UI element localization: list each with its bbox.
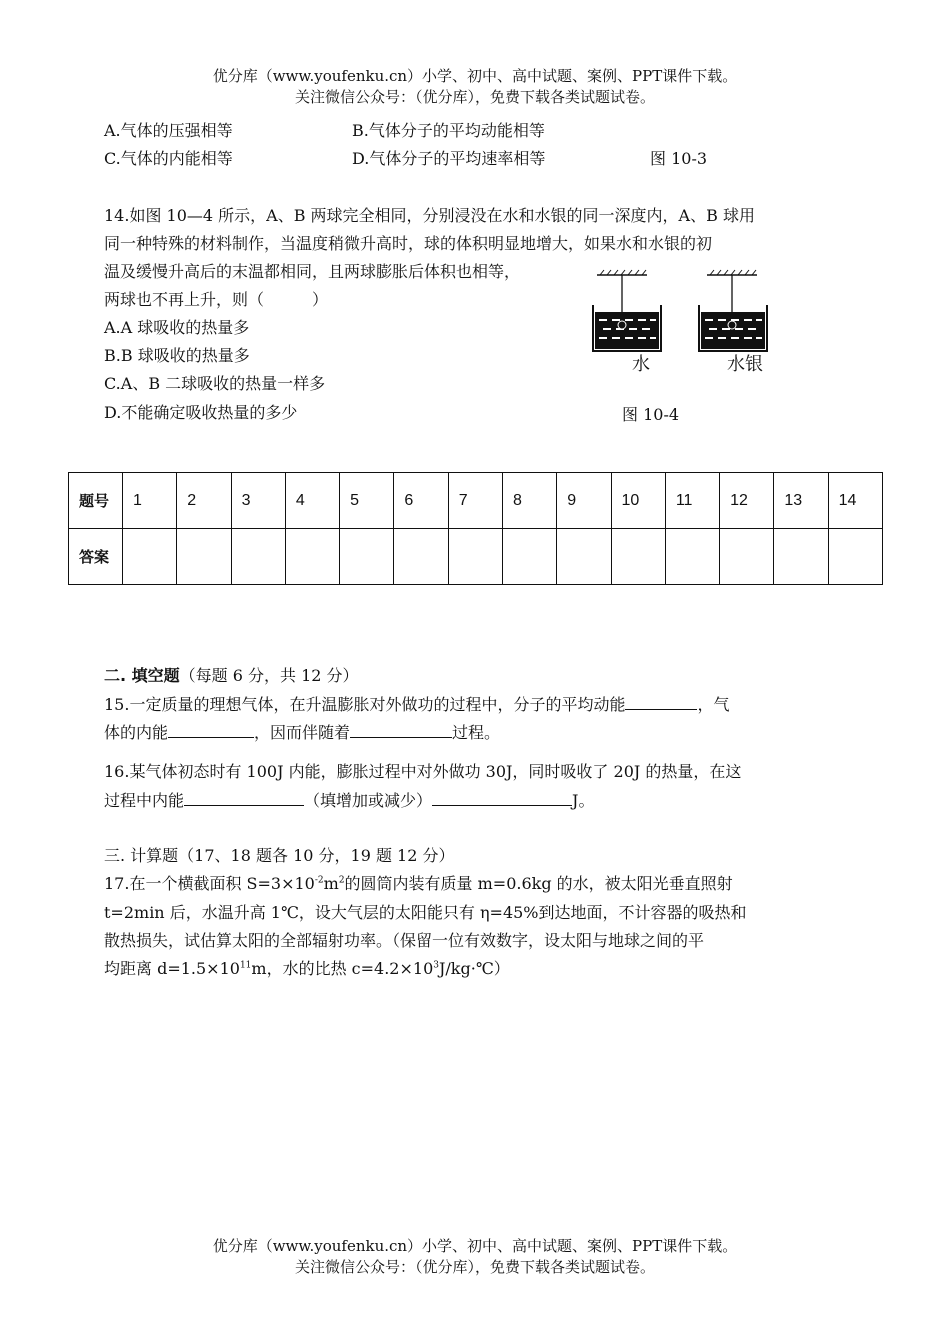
number-cell: 5	[340, 473, 394, 529]
table-row-numbers	[69, 473, 883, 529]
q14-stem-line1: 14.如图 10—4 所示，A、B 两球完全相同，分别浸没在水和水银的同一深度内，A、B 球用	[104, 206, 755, 225]
label-mercury: 水银	[727, 354, 763, 375]
answer-cell[interactable]	[448, 529, 502, 585]
q15-blank-1[interactable]	[625, 691, 697, 710]
number-cell: 13	[774, 473, 828, 529]
number-cell: 11	[665, 473, 719, 529]
q17-line3: 散热损失，试估算太阳的全部辐射功率。（保留一位有效数字，设太阳与地球之间的平	[104, 931, 705, 950]
answer-cell[interactable]	[611, 529, 665, 585]
page-header-line1: 优分库（www.youfenku.cn）小学、初中、高中试题、案例、PPT课件下载。	[212, 67, 738, 85]
answer-cell[interactable]	[557, 529, 611, 585]
page-footer-line2: 关注微信公众号：（优分库），免费下载各类试题试卷。	[294, 1258, 655, 1276]
number-cell: 3	[231, 473, 285, 529]
answer-cell[interactable]	[828, 529, 882, 585]
answer-table	[68, 472, 883, 585]
section2-note: （每题 6 分，共 12 分）	[179, 666, 359, 685]
q14-stem-line2: 同一种特殊的材料制作，当温度稍微升高时，球的体积明显地增大，如果水和水银的初	[104, 234, 713, 253]
q17-line2: t=2min 后，水温升高 1℃，设大气层的太阳能只有 η=45%到达地面，不计容器的吸热和	[104, 903, 747, 922]
number-cell: 1	[123, 473, 177, 529]
table-row-answers	[69, 529, 883, 585]
number-cell: 14	[828, 473, 882, 529]
q16-line2	[104, 787, 594, 814]
q17-exponent-4: 3	[433, 960, 439, 971]
q14-option-d: D.不能确定吸收热量的多少	[104, 403, 298, 422]
q15-line2	[104, 719, 500, 746]
number-cell: 7	[448, 473, 502, 529]
q17-exponent-3: 11	[239, 960, 252, 971]
q16-blank-2[interactable]	[432, 787, 572, 806]
q17-exponent-1: -2	[314, 875, 324, 886]
answer-cell[interactable]	[177, 529, 231, 585]
q15-text-c: 体的内能	[104, 723, 169, 742]
q14-option-b: B.B 球吸收的热量多	[104, 346, 250, 365]
answer-cell[interactable]	[774, 529, 828, 585]
q15-blank-2[interactable]	[168, 719, 254, 738]
q16-text-b: （填增加或减少）	[304, 791, 433, 810]
q15-text-e: 过程。	[452, 723, 501, 742]
q16-blank-1[interactable]	[184, 787, 304, 806]
q17-text-a: 17.在一个横截面积 S=3×10	[104, 874, 315, 893]
q13-option-a: A.气体的压强相等	[104, 121, 233, 140]
q17-line4	[104, 956, 510, 982]
number-cell: 9	[557, 473, 611, 529]
q17-text-d: 均距离 d=1.5×10	[104, 959, 240, 978]
q17-text-f: J/kg·℃）	[438, 959, 510, 978]
q17-text-b: m	[323, 874, 339, 893]
q17-text-e: m，水的比热 c=4.2×10	[251, 959, 434, 978]
row-header-answer: 答案	[69, 529, 123, 585]
q13-figure-caption: 图 10-3	[650, 149, 708, 168]
q14-stem-line3: 温及缓慢升高后的末温都相同，且两球膨胀后体积也相等，	[104, 262, 521, 281]
q15-text-d: ，因而伴随着	[254, 723, 351, 742]
page-header-line2: 关注微信公众号：（优分库），免费下载各类试题试卷。	[294, 88, 655, 106]
q17-exponent-2: 2	[338, 875, 345, 886]
number-cell: 12	[720, 473, 774, 529]
section3-title: 三. 计算题（17、18 题各 10 分，19 题 12 分）	[104, 846, 455, 865]
answer-cell[interactable]	[231, 529, 285, 585]
number-cell: 6	[394, 473, 448, 529]
q13-option-d: D.气体分子的平均速率相等	[352, 149, 546, 168]
q15-text-a: 15.一定质量的理想气体，在升温膨胀对外做功的过程中，分子的平均动能	[104, 695, 626, 714]
q16-line1: 16.某气体初态时有 100J 内能，膨胀过程中对外做功 30J，同时吸收了 20J 的热量，在这	[104, 762, 742, 781]
answer-cell[interactable]	[394, 529, 448, 585]
q14-option-a: A.A 球吸收的热量多	[104, 318, 250, 337]
label-water: 水	[632, 354, 650, 375]
q15-blank-3[interactable]	[350, 719, 452, 738]
number-cell: 8	[502, 473, 556, 529]
page-footer-line1: 优分库（www.youfenku.cn）小学、初中、高中试题、案例、PPT课件下载。	[212, 1237, 738, 1255]
q14-option-c: C.A、B 二球吸收的热量一样多	[104, 374, 326, 393]
number-cell: 2	[177, 473, 231, 529]
figure-10-4-diagram	[585, 265, 790, 360]
section2-title: 二. 填空题	[104, 666, 180, 685]
answer-cell[interactable]	[285, 529, 339, 585]
answer-cell[interactable]	[502, 529, 556, 585]
q17-text-c: 的圆筒内装有质量 m=0.6kg 的水，被太阳光垂直照射	[344, 874, 733, 893]
q15-line1	[104, 691, 729, 718]
q16-text-a: 过程中内能	[104, 791, 185, 810]
answer-cell[interactable]	[665, 529, 719, 585]
answer-cell[interactable]	[340, 529, 394, 585]
water-container	[593, 270, 661, 351]
answer-cell[interactable]	[123, 529, 177, 585]
q14-figure-caption: 图 10-4	[622, 405, 680, 424]
mercury-container	[699, 270, 767, 351]
number-cell: 4	[285, 473, 339, 529]
q15-text-b: ，气	[697, 695, 730, 714]
q13-option-b: B.气体分子的平均动能相等	[352, 121, 545, 140]
answer-cell[interactable]	[720, 529, 774, 585]
q16-text-c: J。	[572, 791, 595, 810]
q13-option-c: C.气体的内能相等	[104, 149, 233, 168]
section2-heading	[104, 663, 359, 689]
q17-line1	[104, 871, 733, 897]
q14-stem-line4: 两球也不再上升，则（ ）	[104, 290, 329, 309]
number-cell: 10	[611, 473, 665, 529]
row-header-number: 题号	[69, 473, 123, 529]
